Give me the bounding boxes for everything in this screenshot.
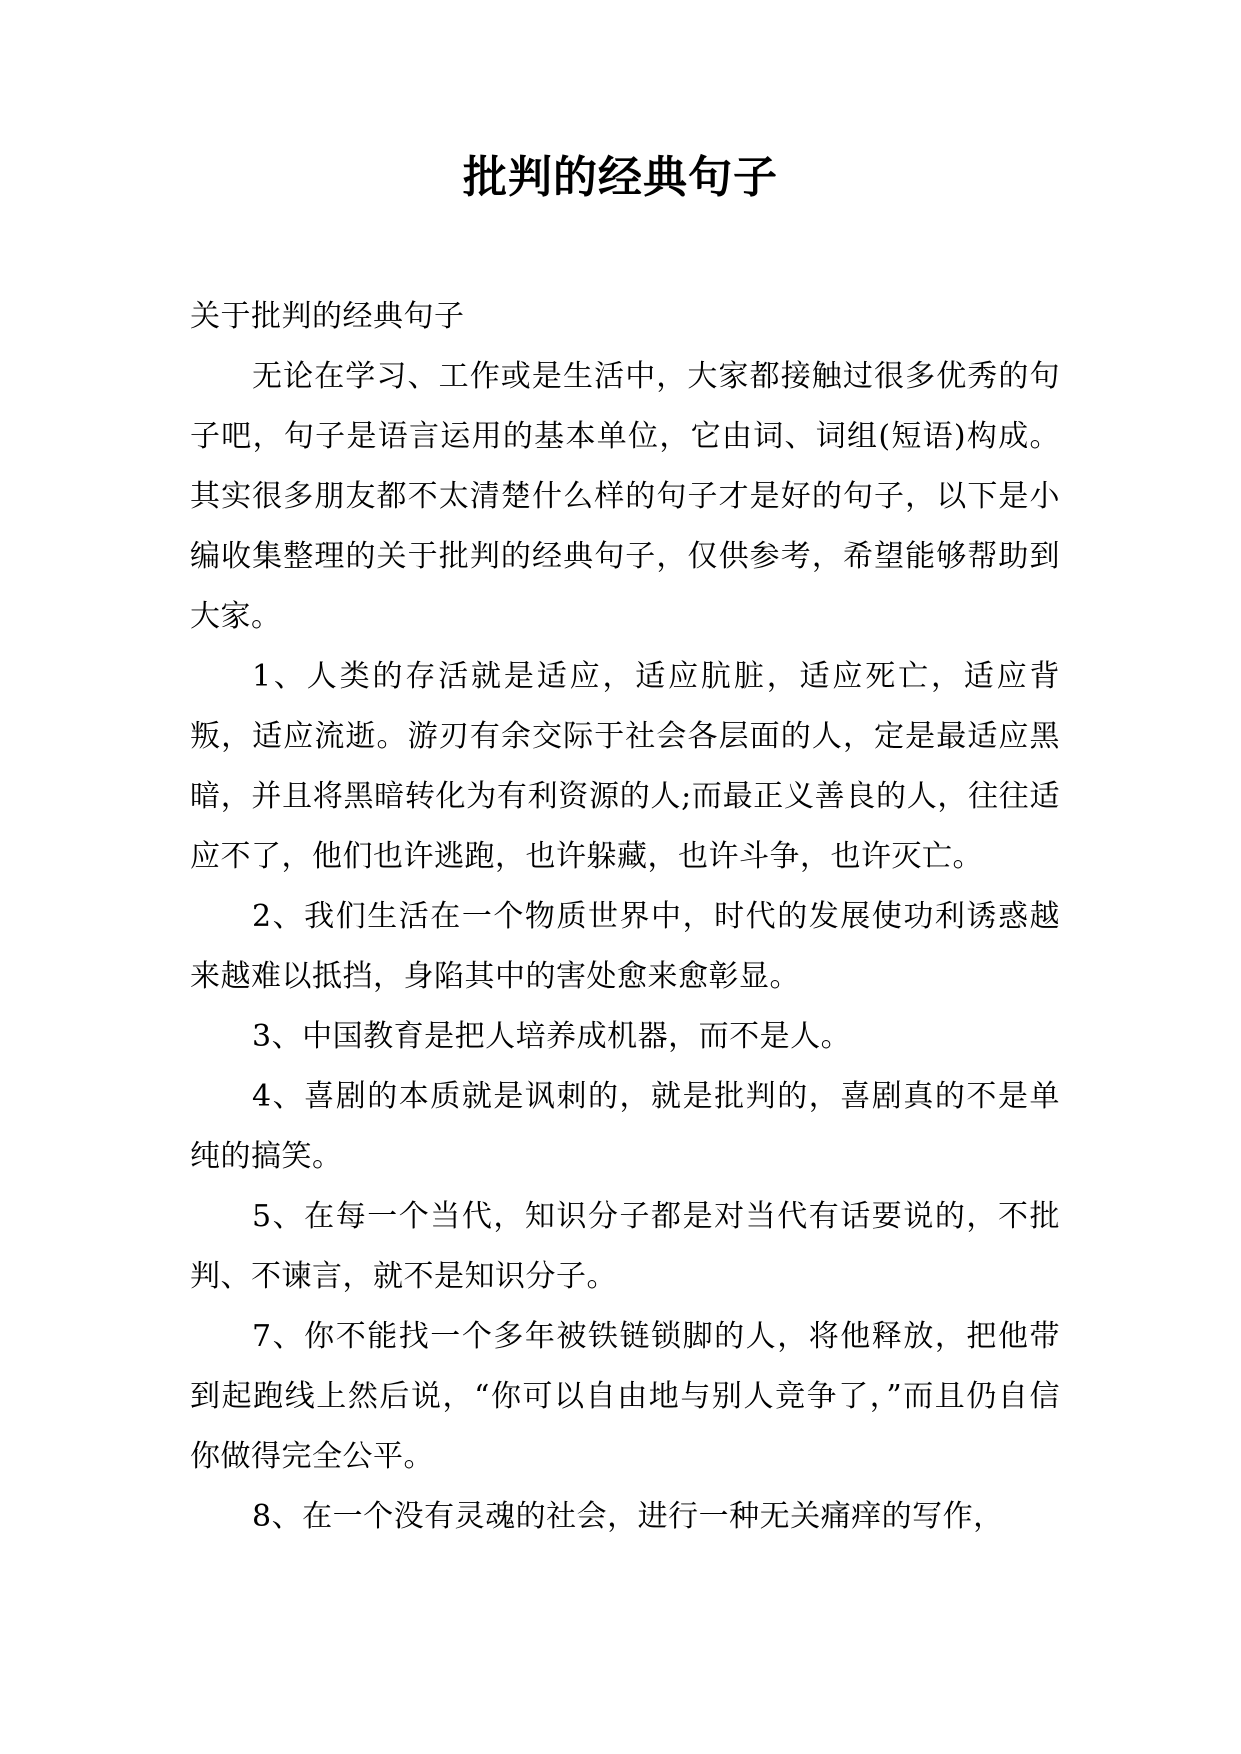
paragraph-item: 8、在一个没有灵魂的社会，进行一种无关痛痒的写作， xyxy=(252,1499,1004,1534)
document-body xyxy=(190,287,1060,1547)
paragraph-item: 5、在每一个当代，知识分子都是对当代有话要说的，不批判、不谏言，就不是知识分子。 xyxy=(190,1199,1060,1294)
paragraph-item: 2、我们生活在一个物质世界中，时代的发展使功利诱惑越来越难以抵挡，身陷其中的害处愈来愈彰显。 xyxy=(190,899,1060,994)
paragraph-item: 3、中国教育是把人培养成机器，而不是人。 xyxy=(252,1019,852,1054)
paragraph-subtitle: 关于批判的经典句子 xyxy=(190,299,465,334)
paragraph-item: 1、人类的存活就是适应，适应肮脏，适应死亡，适应背叛，适应流逝。游刃有余交际于社会各层面的人，定是最适应黑暗，并且将黑暗转化为有利资源的人;而最正义善良的人，往往适应不了，他们也许逃跑，也许躲藏，也许斗争，也许灭亡。 xyxy=(190,659,1060,874)
paragraph-item: 4、喜剧的本质就是讽刺的，就是批判的，喜剧真的不是单纯的搞笑。 xyxy=(190,1079,1060,1174)
document-title: 批判的经典句子 xyxy=(463,152,778,203)
paragraph-intro: 无论在学习、工作或是生活中，大家都接触过很多优秀的句子吧，句子是语言运用的基本单位，它由词、词组(短语)构成。其实很多朋友都不太清楚什么样的句子才是好的句子，以下是小编收集整理的关于批判的经典句子，仅供参考，希望能够帮助到大家。 xyxy=(190,359,1060,634)
paragraph-item: 7、你不能找一个多年被铁链锁脚的人，将他释放，把他带到起跑线上然后说，“你可以自由地与别人竞争了，”而且仍自信你做得完全公平。 xyxy=(190,1319,1060,1474)
